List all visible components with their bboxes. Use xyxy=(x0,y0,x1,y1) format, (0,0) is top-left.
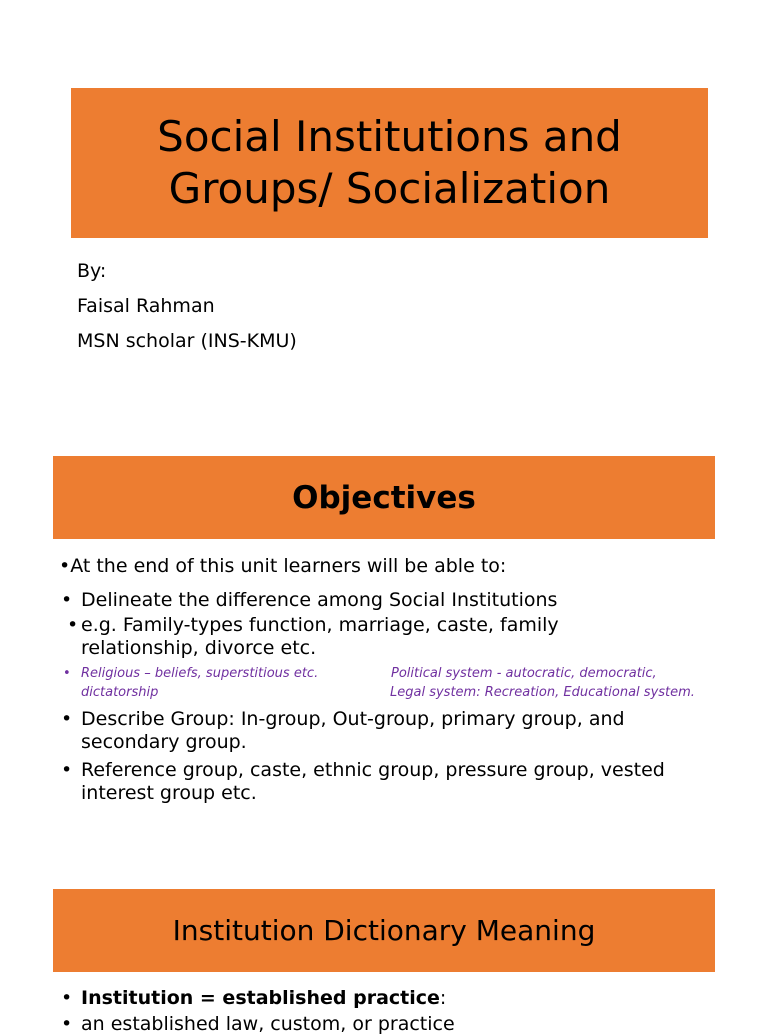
slide-title-line1: Social Institutions and xyxy=(157,112,622,161)
bullet-marker: • xyxy=(61,987,73,1009)
objective-item-4-line1: Reference group, caste, ethnic group, pressure group, vested xyxy=(81,759,665,781)
objective-item-3-line2: secondary group. xyxy=(81,731,247,753)
objective-item-2-line2: relationship, divorce etc. xyxy=(81,637,317,659)
purple-line-1-right: Political system - autocratic, democratic, xyxy=(391,666,657,681)
slide-title-line2: Groups/ Socialization xyxy=(168,164,611,213)
institution-item-1 xyxy=(81,987,446,1009)
institution-heading: Institution Dictionary Meaning xyxy=(172,914,596,947)
author-block xyxy=(77,257,297,362)
objective-item-4-line2: interest group etc. xyxy=(81,782,257,804)
institution-banner xyxy=(53,889,715,972)
purple-line-2-right: Legal system: Recreation, Educational system. xyxy=(390,685,695,700)
objective-item-2-line1: e.g. Family-types function, marriage, caste, family xyxy=(81,614,559,636)
objective-item-3-line1: Describe Group: In-group, Out-group, primary group, and xyxy=(81,708,625,730)
institution-item-1-tail: : xyxy=(439,987,447,1009)
author-affiliation: MSN scholar (INS-KMU) xyxy=(77,330,297,352)
purple-line-1-left: Religious – beliefs, superstitious etc. xyxy=(81,666,319,681)
bullet-marker: • xyxy=(63,666,71,681)
title-banner xyxy=(71,88,708,238)
purple-line-2-left: dictatorship xyxy=(81,685,159,700)
bullet-marker: • xyxy=(61,708,73,730)
slide-title xyxy=(157,111,622,215)
author-name: Faisal Rahman xyxy=(77,295,215,317)
objectives-intro: •At the end of this unit learners will be able to: xyxy=(59,555,507,577)
institution-item-2: an established law, custom, or practice xyxy=(81,1013,455,1035)
objectives-heading: Objectives xyxy=(292,479,476,516)
bullet-marker: • xyxy=(67,614,79,636)
objective-item-1: Delineate the difference among Social Institutions xyxy=(81,589,558,611)
institution-item-1-bold: Institution = established practice xyxy=(81,987,440,1009)
objectives-banner xyxy=(53,456,715,539)
bullet-marker: • xyxy=(61,589,73,611)
bullet-marker: • xyxy=(61,759,73,781)
bullet-marker: • xyxy=(61,1013,73,1035)
author-by: By: xyxy=(77,260,107,282)
